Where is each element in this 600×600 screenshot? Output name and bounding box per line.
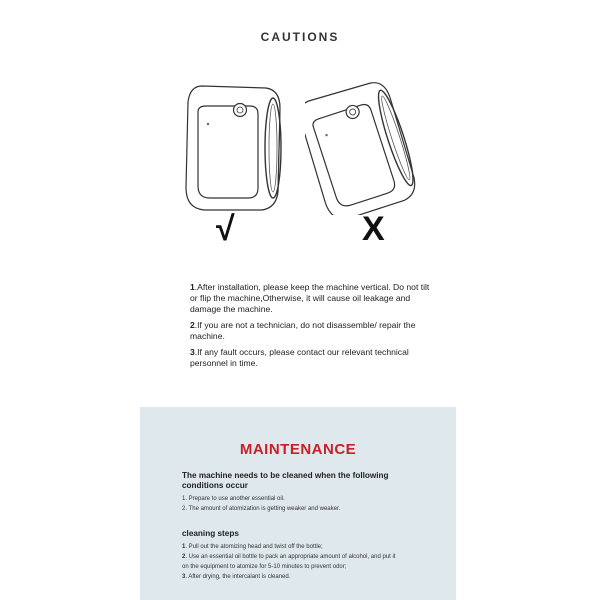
diffuser-tilted-icon	[305, 80, 425, 215]
list-item: 3. After drying, the intercalant is cleaned.	[182, 574, 291, 580]
diffuser-upright-icon	[180, 80, 290, 215]
correct-mark: √	[216, 210, 235, 248]
steps-list	[182, 542, 402, 582]
maintenance-panel	[140, 407, 456, 600]
list-item: 1. Prepare to use another essential oil.	[182, 496, 285, 502]
list-item: 2. Use an essential oil bottle to pack an appropriate amount of alcohol, and put it on the equipment to atomize for 5-10 minutes to prevent odor;	[182, 554, 396, 570]
page-title: CAUTIONS	[260, 30, 340, 44]
caution-item: 2.If you are not a technician, do not disassemble/ repair the machine.	[190, 320, 416, 341]
list-item: 1. Pull out the atomizing head and twist off the bottle;	[182, 544, 323, 550]
wrong-mark: X	[362, 210, 385, 248]
conditions-heading: The machine needs to be cleaned when the following conditions occur	[182, 471, 389, 490]
conditions-list	[182, 494, 432, 514]
cautions-list	[190, 282, 430, 374]
list-item: 2. The amount of atomization is getting weaker and weaker.	[182, 506, 341, 512]
caution-item: 3.If any fault occurs, please contact our relevant technical personnel in time.	[190, 347, 409, 368]
maintenance-title: MAINTENANCE	[239, 441, 357, 458]
steps-heading: cleaning steps	[182, 529, 239, 538]
caution-item: 1.After installation, please keep the machine vertical. Do not tilt or flip the machine,Otherwise, it will cause oil leakage and damage the machine.	[190, 282, 430, 314]
